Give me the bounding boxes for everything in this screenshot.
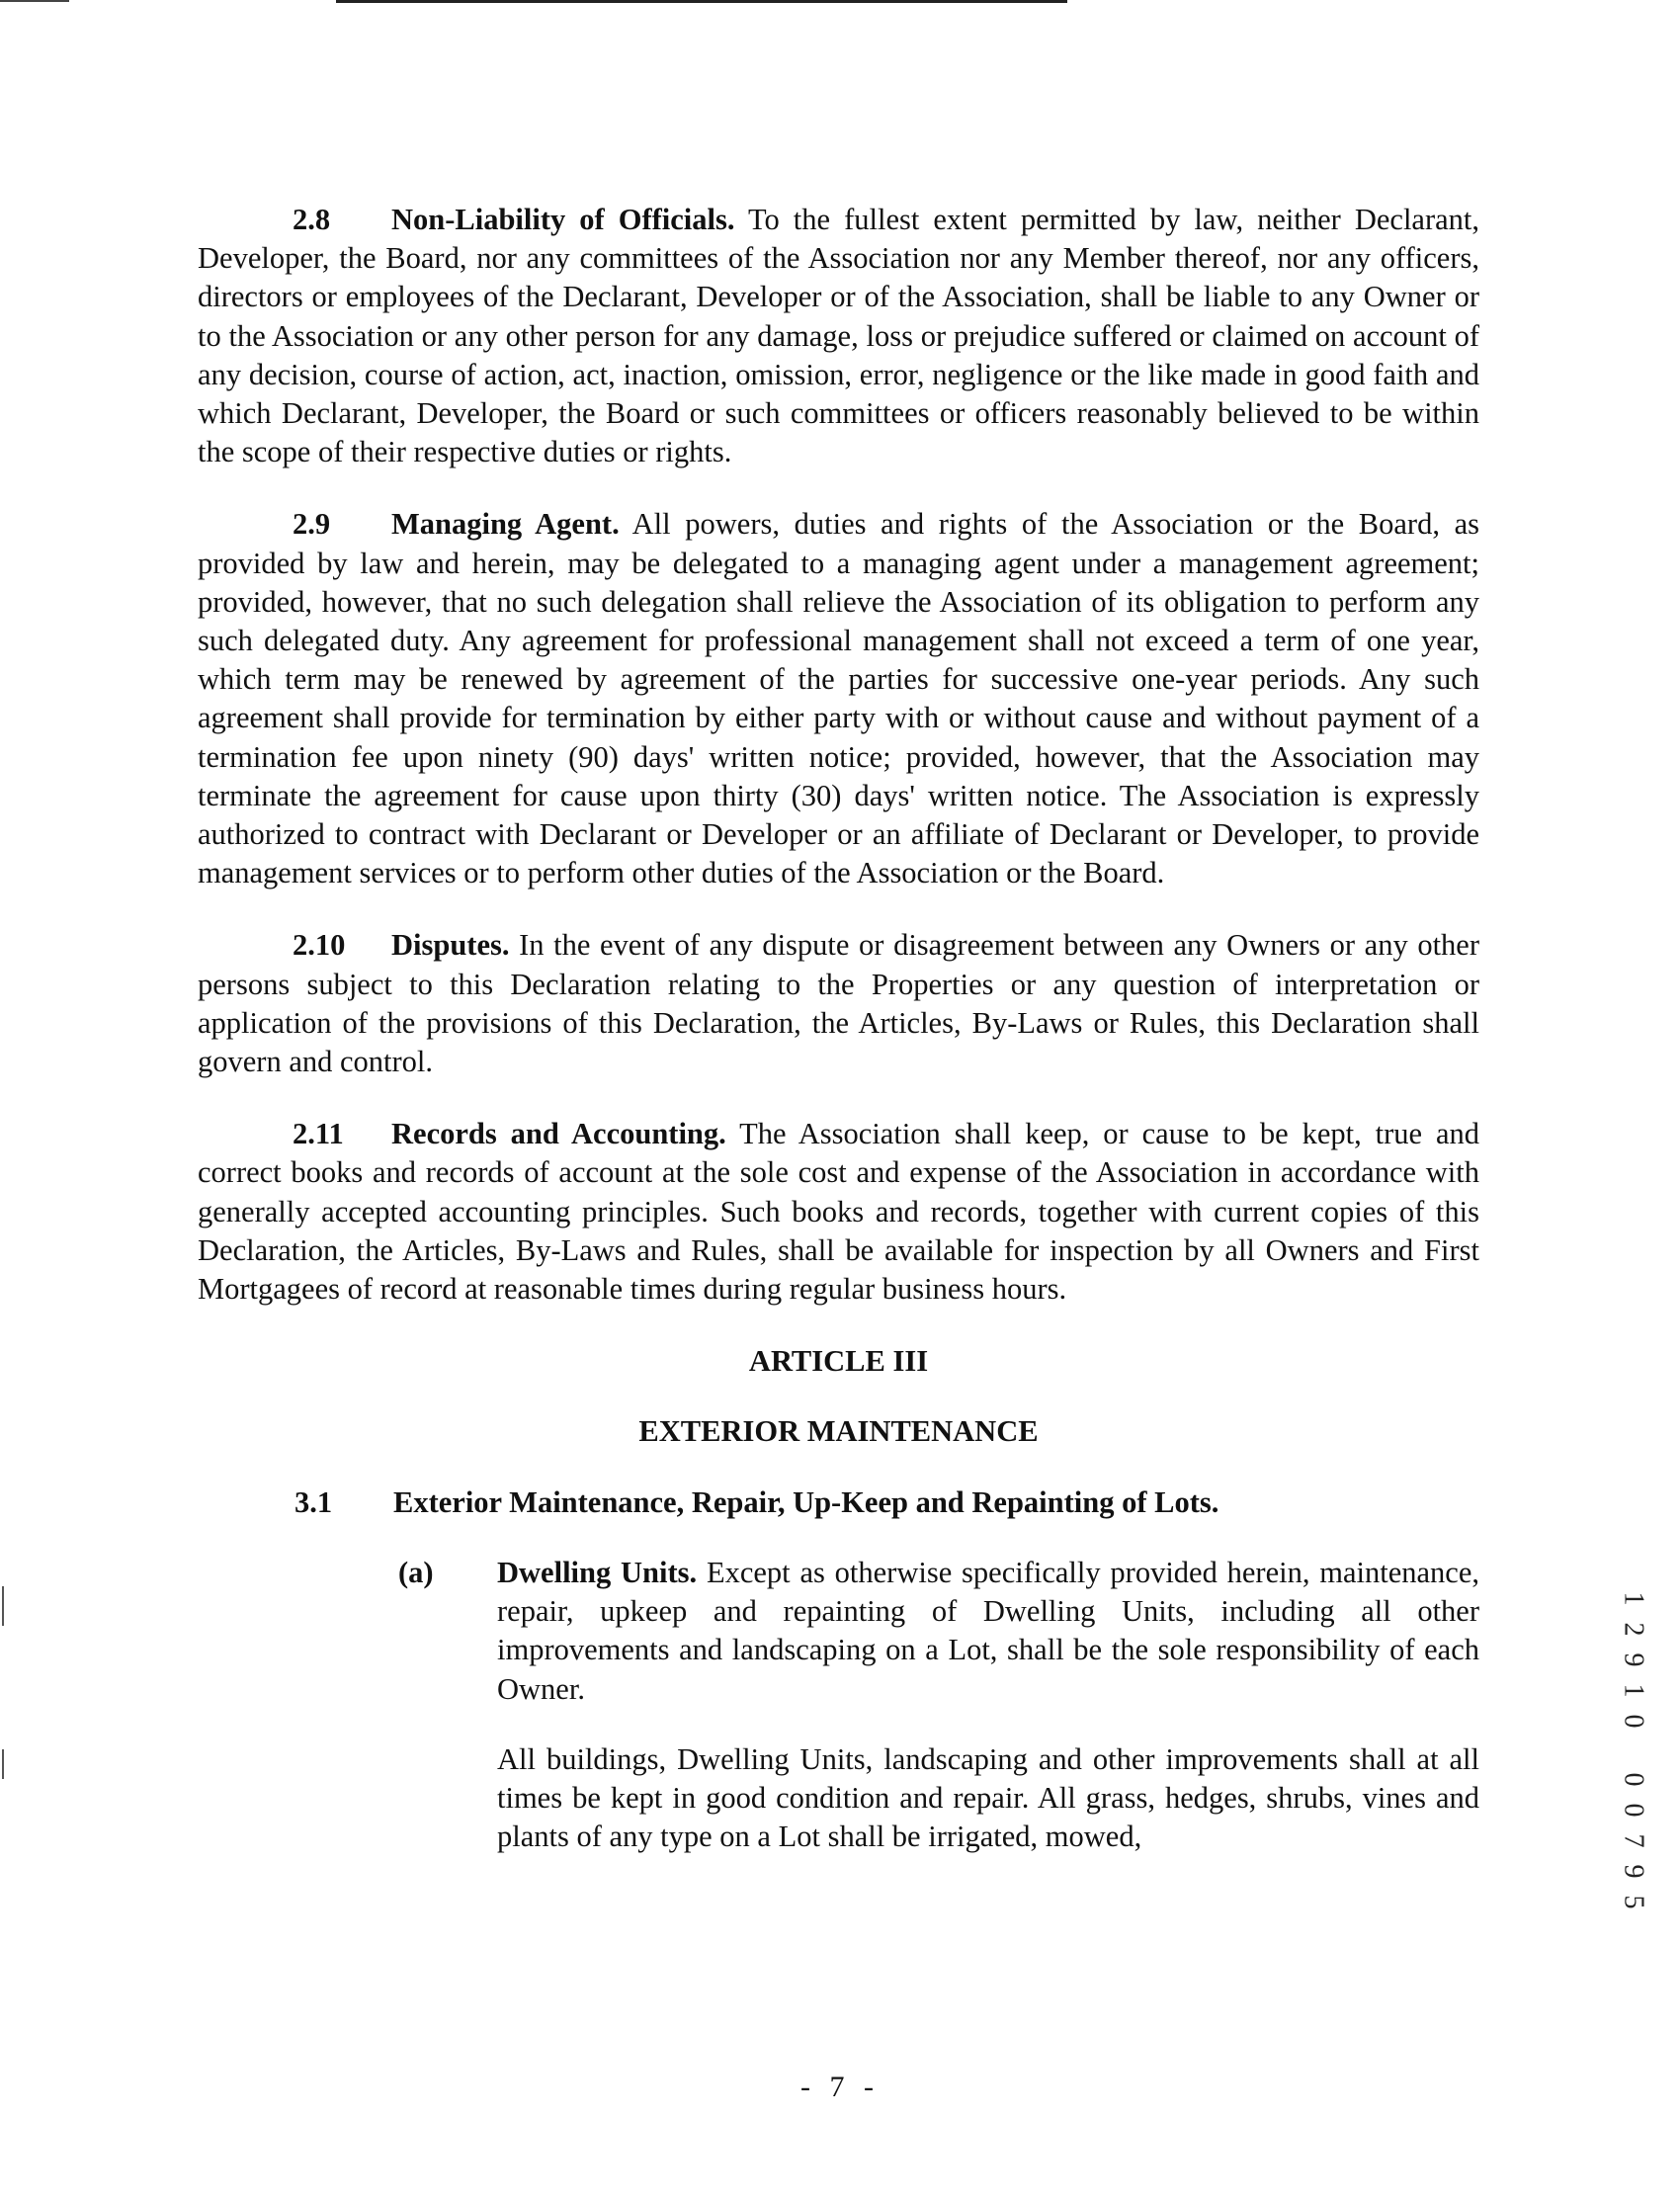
- stamp-digit: 5: [1618, 1895, 1649, 1909]
- stamp-digit: 0: [1618, 1772, 1649, 1787]
- top-rule: [336, 0, 1067, 3]
- scan-edge-rule: [0, 0, 69, 2]
- section-2-9: [198, 505, 1479, 892]
- scan-edge-mark: [2, 1586, 4, 1626]
- article-subheading: EXTERIOR MAINTENANCE: [638, 1414, 1039, 1449]
- page-number: - 7 -: [800, 2071, 880, 2103]
- recording-stamp: [1619, 1583, 1648, 1917]
- scan-edge-mark: [2, 1749, 4, 1779]
- section-2-8: [198, 201, 1479, 471]
- section-number: 2.11: [293, 1117, 344, 1151]
- section-title: Non-Liability of Officials.: [391, 203, 735, 236]
- item-label: (a): [398, 1555, 434, 1589]
- section-number: 2.10: [293, 928, 346, 963]
- section-3-1-heading: [198, 1483, 1479, 1522]
- stamp-digit: 0: [1618, 1803, 1649, 1818]
- item-a-paragraph-2: All buildings, Dwelling Units, landscaping and other improvements shall at all times be kept in good condition and repair. All grass, hedges, shrubs, vines and plants of any type on a Lot shall be irrigated, mowed,: [497, 1741, 1479, 1854]
- item-a: [198, 1554, 1479, 1709]
- section-2-11: [198, 1115, 1479, 1309]
- section-text: The Association shall keep, or cause to be kept, true and correct books and records of account at the sole cost and expense of the Association in accordance with generally accepted accounting principles. Such books and records, together with current copies of this Declaration, the Articles, By-Laws and Rules, shall be available for inspection by all Owners and First Mortgagees of record at reasonable times during regular business hours.: [198, 1117, 1479, 1307]
- item-text: Except as otherwise specifically provided herein, maintenance, repair, upkeep and repainting of Dwelling Units, including all other improvements and landscaping on a Lot, shall be the sole responsibility of each Owner.: [497, 1555, 1480, 1706]
- section-text: In the event of any dispute or disagreement between any Owners or any other persons subject to this Declaration relating to the Properties or any question of interpretation or application of the provisions of this Declaration, the Articles, By-Laws or Rules, this Declaration shall govern and control.: [198, 928, 1479, 1079]
- stamp-digit: 9: [1618, 1652, 1649, 1667]
- section-title: Records and Accounting.: [391, 1117, 726, 1151]
- section-number: 2.9: [293, 507, 331, 542]
- section-text: All powers, duties and rights of the Association or the Board, as provided by law and herein, may be delegated to a managing agent under a management agreement; provided, however, that no such delegation shall relieve the Association of its obligation to perform any such delegated duty. Any agreement for professional management shall not exceed a term of one year, which term may be renewed by agreement of the parties for successive one-year periods. Any such agreement shall provide for termination by either party with or without cause and without payment of a termination fee upon ninety (90) days' written notice; provided, however, that the Association may terminate the agreement for cause upon thirty (30) days' written notice. The Association is expressly authorized to contract with Declarant or Developer or an affiliate of Declarant or Developer, to provide management services or to perform other duties of the Association or the Board.: [198, 507, 1479, 890]
- stamp-digit: 7: [1618, 1833, 1649, 1848]
- stamp-digit: 1: [1618, 1683, 1649, 1698]
- stamp-digit: 2: [1618, 1622, 1649, 1637]
- stamp-digit: 9: [1618, 1864, 1649, 1879]
- section-number: 3.1: [294, 1484, 333, 1519]
- stamp-digit: 0: [1618, 1714, 1649, 1729]
- article-heading: ARTICLE III: [748, 1344, 929, 1379]
- section-2-10: [198, 926, 1479, 1081]
- section-title: Exterior Maintenance, Repair, Up-Keep and Repainting of Lots.: [393, 1484, 1219, 1519]
- section-title: Managing Agent.: [391, 507, 620, 542]
- document-body: [198, 201, 1479, 1856]
- section-text: To the fullest extent permitted by law, neither Declarant, Developer, the Board, nor any committees of the Association nor any Member thereof, nor any officers, directors or employees of the Declarant, Developer or of the Association, shall be liable to any Owner or to the Association or any other person for any damage, loss or prejudice suffered or claimed on account of any decision, course of action, act, inaction, omission, error, negligence or the like made in good faith and which Declarant, Developer, the Board or such committees or officers reasonably believed to be within the scope of their respective duties or rights.: [198, 203, 1479, 469]
- section-title: Disputes.: [391, 928, 510, 963]
- stamp-digit: 1: [1618, 1591, 1649, 1606]
- item-title: Dwelling Units.: [497, 1555, 698, 1589]
- section-number: 2.8: [293, 203, 331, 236]
